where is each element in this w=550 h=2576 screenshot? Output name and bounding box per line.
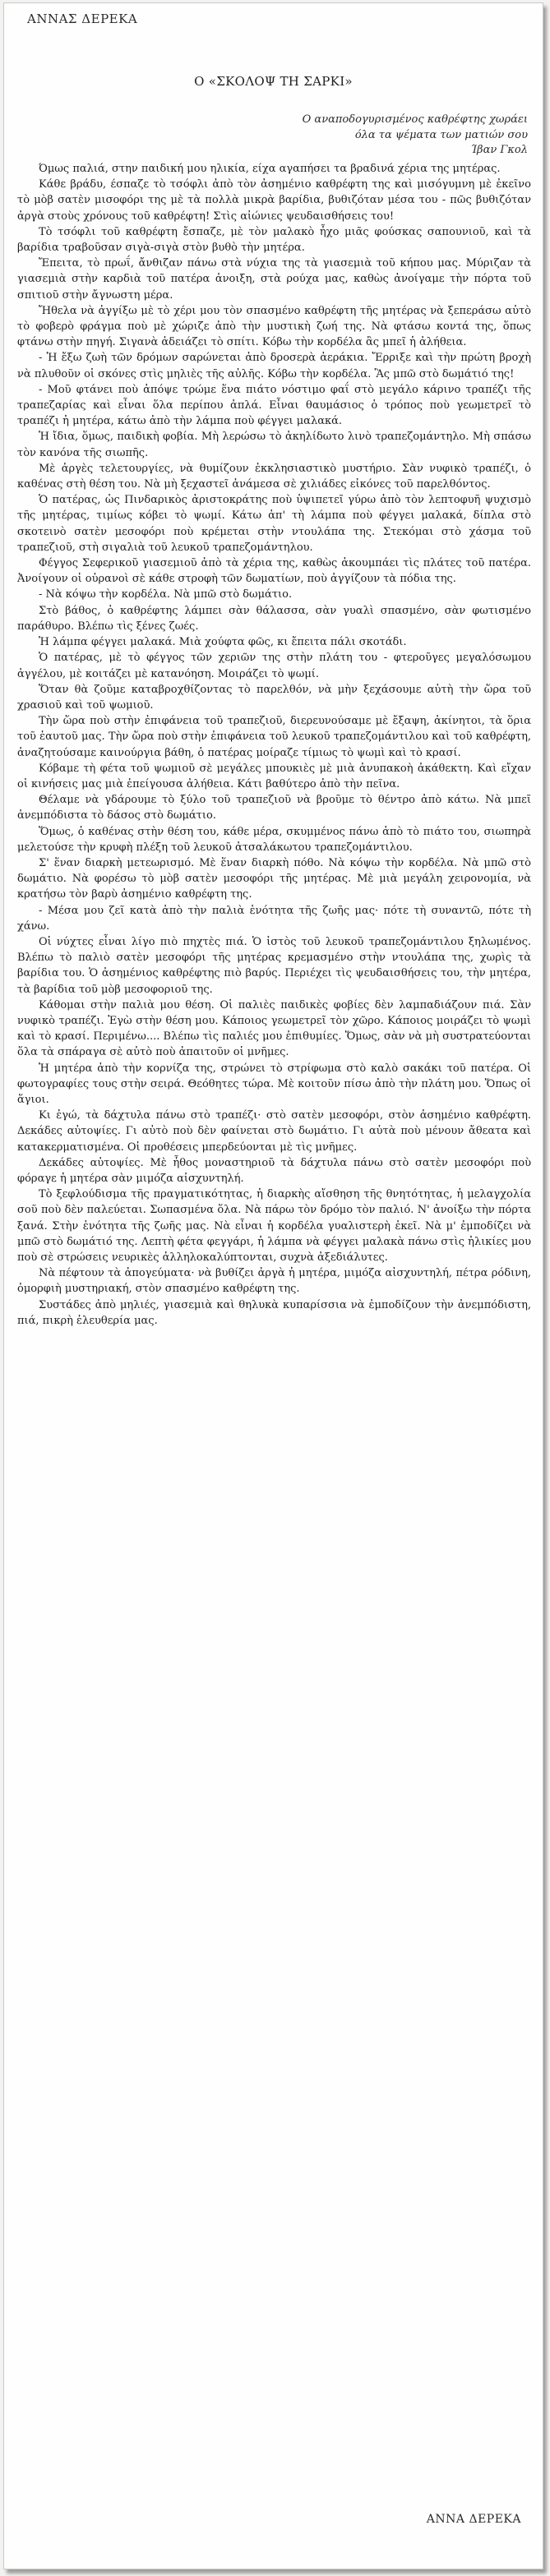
paragraph: Ἡ μητέρα ἀπὸ τὴν κορνίζα της, στρώνει τὸ στρίφωμα στὸ καλὸ σακάκι τοῦ πατέρα. Οἱ φωτογραφίες τους στὴν σειρά. Θεόθητες τώρα. Μὲ κοιτοῦν πίσω ἀπὸ τὴν πλάτη μου. Ὅπως οἱ ἅγιοι. (17, 1062, 531, 1106)
epigraph-attribution: Ίβαν Γκολ (470, 144, 528, 156)
signature: ΑΝΝΑ ΔΕΡΕΚΑ (426, 2513, 521, 2526)
header-author: ΑΝΝΑΣ ΔΕΡΕΚΑ (27, 12, 138, 26)
paragraph: Ἡ ἴδια, ὅμως, παιδικὴ φοβία. Μὴ λερώσω τὸ ἀκηλίδωτο λινὸ τραπεζομάντηλο. Μὴ σπάσω τὸν κανόνα τῆς σιωπῆς. (17, 431, 531, 459)
paragraph: Κόβαμε τὴ φέτα τοῦ ψωμιοῦ σὲ μεγάλες μπουκιὲς μὲ μιὰ ἀνυπακοὴ ἀκάθεκτη. Καὶ εἴχαν οἱ κινήσεις μας μιὰ ἐπείγουσα ἀλήθεια. Κάτι βαθύτερο ἀπὸ τὴν πεῖνα. (17, 762, 531, 790)
paragraph: Τὴν ὥρα ποὺ στὴν ἐπιφάνεια τοῦ τραπεζιοῦ, διερευνούσαμε μὲ ἔξαψη, ἀκίνητοι, τὰ ὅρια τοῦ ἑαυτοῦ μας. Τὴν ὥρα ποὺ στὴν ἐπιφάνεια τοῦ λευκοῦ τραπεζομάντιλου καὶ τοῦ καθρέφτη, ἀναζητούσαμε καινούργια βάθη, ὁ πατέρας μοίραζε τίμιως τὸ ψωμὶ καὶ τὸ κρασί. (17, 715, 531, 759)
paragraph: Κάθομαι στὴν παλιὰ μου θέση. Οἱ παλιὲς παιδικὲς φοβίες δὲν λαμπαδιάζουν πιά. Σὰν νυφικὸ τραπέζι. Ἐγὼ στὴν θέση μου. Κάποιος γεωμετρεῖ τὸν χῶρο. Κάποιος μοιράζει τὸ ψωμὶ καὶ τὸ κρασί. Περιμένω.... Βλέπω τὶς παλιές μου ἐπιθυμίες. Ὅμως, σὰν νὰ μὴ συστρατεύονται ὅλα τὰ σπάραγα σὲ αὐτὸ ποὺ ἀπαιτοῦν οἱ μνῆμες. (17, 998, 531, 1059)
paragraph: Θέλαμε νὰ γδάρουμε τὸ ξύλο τοῦ τραπεζιοῦ νὰ βροῦμε τὸ θέντρο ἀπὸ κάτω. Νὰ μπεῖ ἀνεμπόδιστα τὸ δάσος στὸ δωμάτιο. (17, 794, 531, 823)
paragraph: Νὰ πέφτουν τὰ ἀπογεύματα· νὰ βυθίζει ἀργὰ ἡ μητέρα, μιμόζα αἰσχυντηλή, πέτρα ρόδινη, ὀμορφιὴ μυστηριακή, στὸν σπασμένο καθρέφτη της. (17, 1267, 531, 1296)
paragraph: Οἱ νύχτες εἶναι λίγο πιὸ πηχτὲς πιά. Ὁ ἱστὸς τοῦ λευκοῦ τραπεζομάντιλου ξηλωμένος. Βλέπω τὸ παλιὸ σατὲν μεσοφόρι τῆς μητέρας κρεμασμένο στὴν ντουλάπα της, χωρὶς τὰ βαρίδια του. Ὁ ἀσημένιος καθρέφτης πιὸ βαρύς. Περιέχει τὶς ψευδαισθήσεις του, τὴν μητέρα, τὰ βαρίδια τοῦ μὸβ μεσοφοριοῦ της. (17, 935, 531, 996)
paragraph: Ὁ πατέρας, μὲ τὸ φέγγος τῶν χεριῶν της στὴν πλάτη του - φτεροῦγες μεγαλόσωμου ἀγγέλου, μὲ κοιτάζει μὲ κατανόηση. Μοιράζει τὸ ψωμί. (17, 652, 531, 680)
paragraph: Ὅταν θὰ ζοῦμε καταβροχθίζοντας τὸ παρελθόν, νὰ μὴν ξεχάσουμε αὐτὴ τὴν ὥρα τοῦ χρασιοῦ καὶ τοῦ ψωμιοῦ. (17, 683, 531, 712)
paragraph: Τὸ ξεφλούδισμα τῆς πραγματικότητας, ἡ διαρκὴς αἴσθηση τῆς θνητότητας, ἡ μελαγχολία σοῦ ποὺ δὲν παλεύεται. Σωπασμένα ὅλα. Νὰ πάρω τὸν δρόμο τὸν παλιό. Ν' ἀνοίξω τὴν πόρτα ξανά. Στὴν ἑνότητα τῆς ζωῆς μας. Νὰ εἶναι ἡ κορδέλα γυαλιστερὴ ἐκεῖ. Νὰ μ' ἐμποδίζει νὰ μπῶ στὸ δωμάτιό της. Λεπτὴ φέτα φεγγάρι, ἡ λάμπα νὰ φέγγει μαλακὰ πάνω στὶς ἡλικίες μου ποὺ σὲ στρώσεις νευρικὲς ἀλληλοκαλύπτονται, συχνὰ ἀξεδιάλυτες. (17, 1188, 531, 1265)
paragraph: Όμως παλιά, στην παιδική μου ηλικία, είχα αγαπήσει τα βραδινά χέρια της μητέρας. (39, 163, 501, 175)
paragraph: Μὲ ἀργὲς τελετουργίες, νὰ θυμίζουν ἐκκλησιαστικὸ μυστήριο. Σὰν νυφικὸ τραπέζι, ὁ καθένας στὴ θέση του. Νὰ μὴ ξεχαστεῖ ἀνάμεσα σὲ χιλιάδες εἰκόνες τοῦ παρελθόντος. (17, 462, 531, 491)
paragraph: Δεκάδες αὐτοψίες. Μὲ ἦθος μοναστηριοῦ τὰ δάχτυλα πάνω στὸ σατὲν μεσοφόρι ποὺ φόραγε ἡ μητέρα σὰν μιμόζα αἰσχυντηλή. (17, 1156, 531, 1185)
epigraph-line: όλα τα ψέματα των ματιών σου (354, 128, 528, 141)
paragraph: Κάθε βράδυ, έσπαζε τὸ τσόφλι ἀπὸ τὸν ἀσημένιο καθρέφτη της καὶ μισόγυμνη μὲ ἐκεῖνο τὸ μὸβ σατὲν μισοφόρι της μὲ τὰ πολλὰ μικρὰ βαρίδια, βυθιζόταν μέσα του - πῶς βυθιζόταν ἀργὰ στοὺς χρόνους τοῦ καθρέφτη! Στὶς αἰώνιες ψευδαισθήσεις του! (17, 178, 531, 223)
paragraph: - Νὰ κόψω τὴν κορδέλα. Νὰ μπῶ στὸ δωμάτιο. (39, 588, 293, 601)
paragraph: - Μέσα μου ζεῖ κατὰ ἀπὸ τὴν παλιὰ ἑνότητα τῆς ζωῆς μας· πότε τὴ συναντῶ, πότε τὴ χάνω. (17, 904, 531, 933)
paragraph: Τὸ τσόφλι τοῦ καθρέφτη ἔσπαζε, μὲ τὸν μαλακὸ ἦχο μιᾶς φούσκας σαπουνιοῦ, καὶ τὰ βαρίδια τραβοῦσαν σιγὰ-σιγὰ στὸν βυθὸ τὴν μητέρα. (17, 225, 531, 255)
paragraph: Ὅμως, ὁ καθένας στὴν θέση του, κάθε μέρα, σκυμμένος πάνω ἀπὸ τὸ πιάτο του, σιωπηρὰ μελετούσε τὴν κρυφὴ πλέξη τοῦ λευκοῦ ἀτσαλάκωτου τραπεζομάντιλου. (17, 825, 531, 854)
paragraph: - Ἡ ἔξω ζωὴ τῶν δρόμων σαρώνεται ἀπὸ δροσερὰ ἀεράκια. Ἔρριξε καὶ τὴν πρώτη βροχὴ νὰ πλυθοῦν οἱ σκόνες στὶς μηλιὲς τῆς αὐλῆς. Κόβω τὴν κορδέλα. Ἂς μπῶ στὸ δωμάτιό της! (17, 352, 531, 380)
paragraph: Κι ἐγώ, τὰ δάχτυλα πάνω στὸ τραπέζι· στὸ σατὲν μεσοφόρι, στὸν ἀσημένιο καθρέφτη. Δεκάδες αὐτοψίες. Γι αὐτὸ ποὺ δὲν φαίνεται στὸ δωμάτιο. Γι αὐτὰ ποὺ μένουν ἄθεατα καὶ κατακερματισμένα. Οἱ προθέσεις μπερδεύονται μὲ τὶς μνῆμες. (17, 1109, 531, 1154)
paragraph: Ὁ πατέρας, ὡς Πινδαρικὸς ἀριστοκράτης ποὺ ὑψιπετεῖ γύρω ἀπὸ τὸν λεπτοφυῆ ψυχισμὸ τῆς μητέρας, τιμίως κόβει τὸ ψωμί. Κάτω ἀπ' τὴ λάμπα ποὺ φέγγει μαλακά, δίπλα στὸ σκοτεινὸ σατὲν μεσοφόρι ποὺ κρέμεται στὴν ντουλάπα της. Στεκόμαι στὸ χάσμα τοῦ τραπεζιοῦ, στὴ σιγαλιὰ τοῦ λευκοῦ τραπεζομάντηλου. (17, 494, 531, 554)
article-body (17, 161, 531, 1329)
page-title: Ο «ΣΚΟΛΟΨ ΤΗ ΣΑΡΚΙ» (194, 74, 353, 89)
paragraph: Ἤθελα νὰ ἀγγίξω μὲ τὸ χέρι μου τὸν σπασμένο καθρέφτη τῆς μητέρας νὰ ξεπεράσω αὐτὸ τὸ φοβερὸ φράγμα ποὺ μὲ χώριζε ἀπὸ τὴν μυστικὴ ζωή της. Νὰ φτάσω κοντά της, ὅπως φτάνω στὴν πηγή. Σιγανὰ ἀδειάζει τὸ σπίτι. Κόβω τὴν κορδέλα ἂς μπεῖ ἡ ἀλήθεια. (17, 304, 531, 349)
epigraph (232, 113, 528, 159)
paragraph: Φέγγος Σεφερικοῦ γιασεμιοῦ ἀπὸ τὰ χέρια της, καθὼς ἀκουμπάει τὶς πλάτες τοῦ πατέρα. Ἀνοίγουν οἱ οὐρανοὶ σὲ κάθε στροφὴ τῶν δωματίων, ποὺ ἀγγίζουν τὰ πόδια της. (17, 557, 531, 586)
paragraph: Ἔπειτα, τὸ πρωΐ, ἄνθιζαν πάνω στὰ νύχια της τὰ γιασεμιὰ τοῦ κήπου μας. Μύριζαν τὰ γιασεμιὰ στὴν καρδιὰ τοῦ πατέρα ἀνοιξη, στὰ ρούχα μας, καθὼς ἀνοίγαμε τὴν πόρτα τοῦ σπιτιοῦ στὴν ἄγνωστη μέρα. (17, 257, 531, 302)
paragraph: Ἡ λάμπα φέγγει μαλακά. Μιὰ χούφτα φῶς, κι ἔπειτα πάλι σκοτάδι. (39, 636, 407, 649)
paragraph: - Μοῦ φτάνει ποὺ ἀπόψε τρώμε ἕνα πιάτο νόστιμο φαΐ στὸ μεγάλο κάρινο τραπέζι τῆς τραπεζαρίας καὶ εἶναι ὅλα περίπου ἀπλά. Εἶναι θαυμάσιος ὁ τρόπος ποὺ γεωμετρεῖ τὸ τραπέζι ἡ μητέρα, κάτω ἀπὸ τὴν λάμπα ποὺ φέγγει μαλακά. (17, 383, 531, 428)
paragraph: Συστάδες ἀπὸ μηλιές, γιασεμιὰ καὶ θηλυκὰ κυπαρίσσια νὰ ἐμποδίζουν τὴν ἀνεμπόδιστη, πιά, πικρὴ ἐλευθερία μας. (17, 1298, 531, 1327)
paragraph: Στὸ βάθος, ὁ καθρέφτης λάμπει σὰν θάλασσα, σὰν γυαλὶ σπασμένο, σὰν φωτισμένο παράθυρο. Βλέπω τὶς ξένες ζωές. (17, 604, 531, 633)
epigraph-line: Ο αναποδογυρισμένος καθρέφτης χωράει (302, 113, 528, 126)
magazine-page (3, 2, 543, 2569)
paragraph: Σ' ἕναν διαρκὴ μετεωρισμό. Μὲ ἕναν διαρκὴ πόθο. Νὰ κόψω τὴν κορδέλα. Νὰ μπῶ στὸ δωμάτιο. Νὰ φορέσω τὸ μὸβ σατὲν μεσοφόρι τῆς μητέρας. Μὲ μιὰ μεγάλη χειρονομία, νὰ κρατήσω τὸν βαρὺ ἀσημένιο καθρέφτη της. (17, 856, 531, 901)
